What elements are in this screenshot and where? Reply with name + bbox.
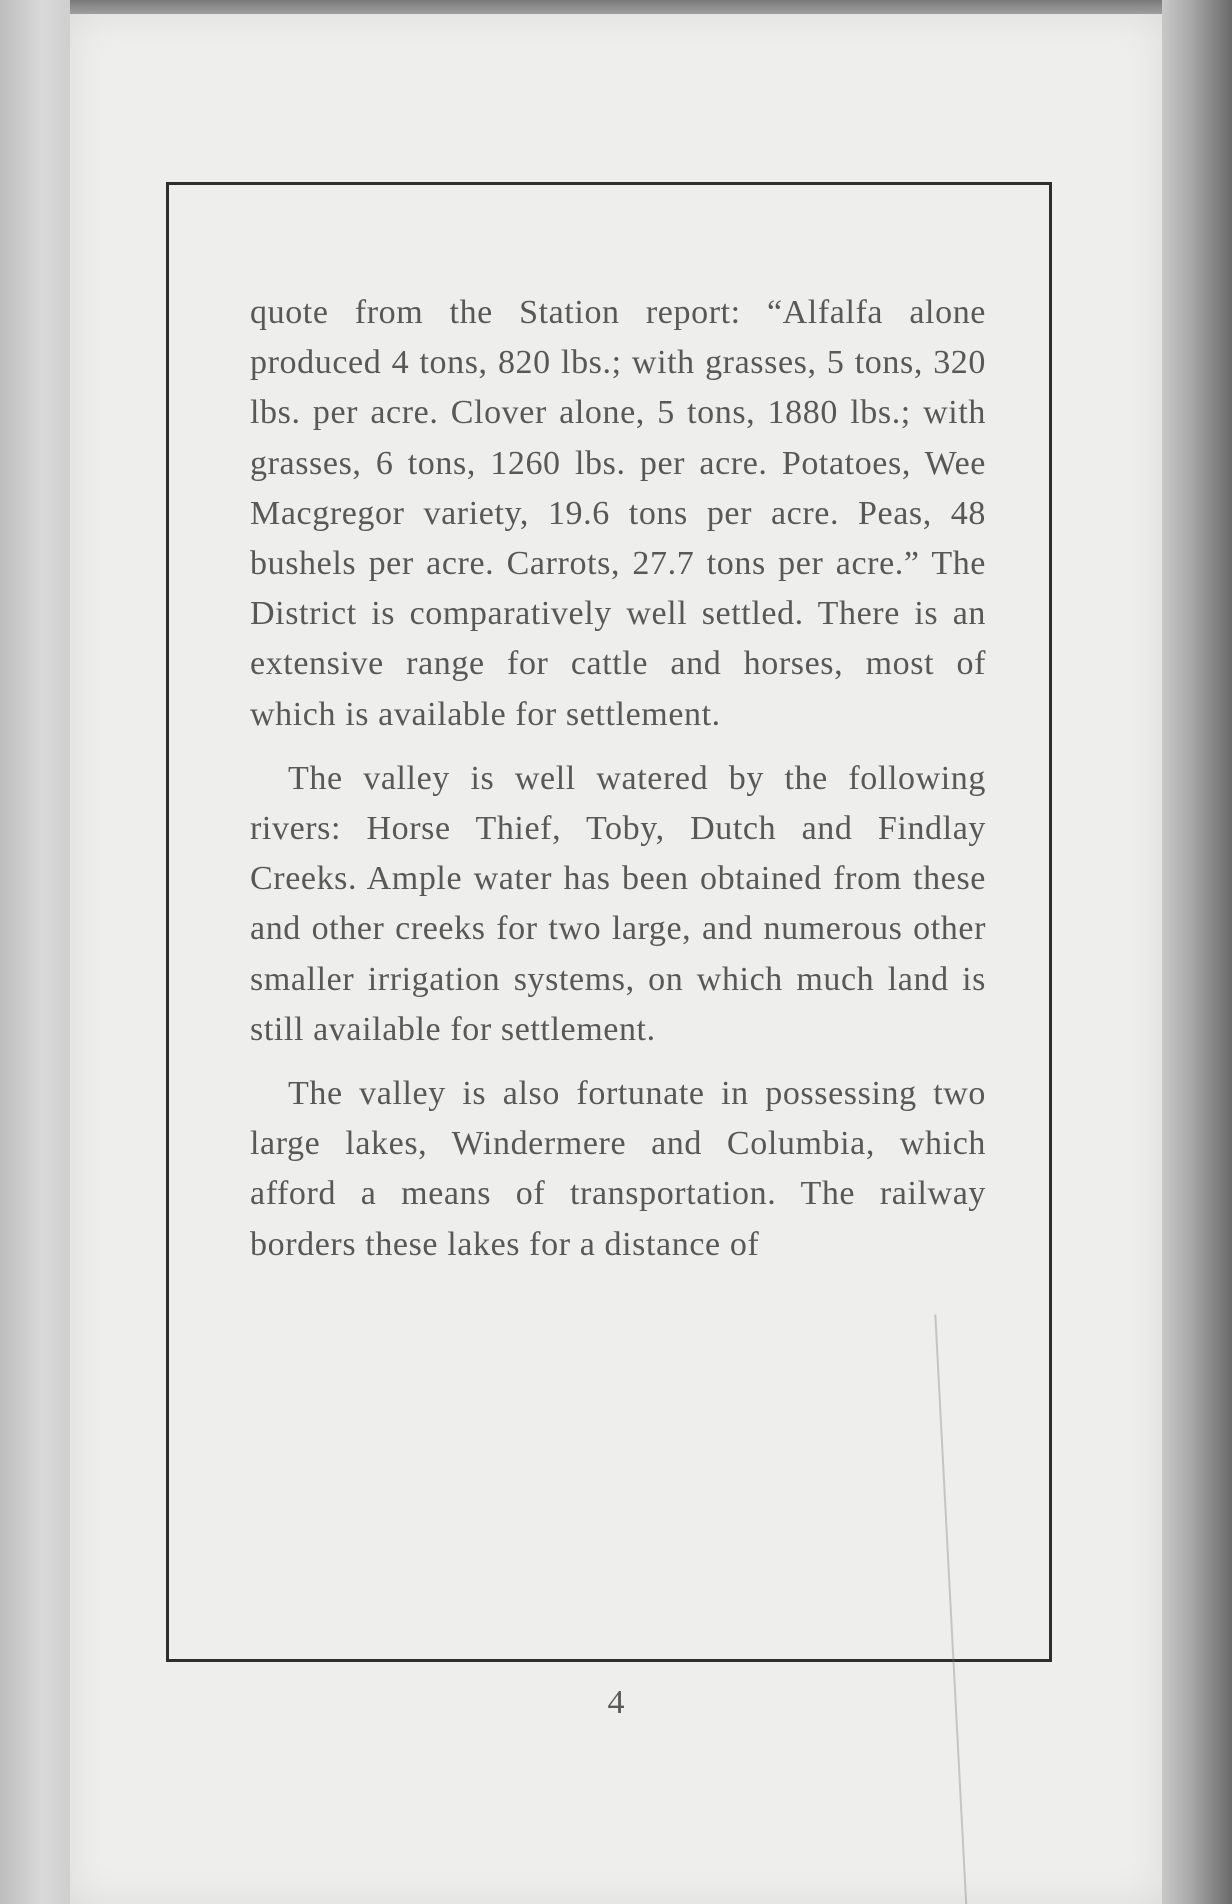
- body-text: [250, 288, 986, 1284]
- paragraph-2: The valley is well watered by the following rivers: Horse Thief, Toby, Dutch and Findlay Creeks. Ample water has been obtained from these and other creeks for two large, and numerous other smaller irrigation systems, on which much land is still available for settlement.: [250, 759, 986, 1048]
- right-paper-edge: [1162, 0, 1232, 1904]
- page-number: 4: [607, 1684, 625, 1721]
- left-paper-edge: [0, 0, 70, 1904]
- document-page: [70, 14, 1162, 1904]
- paragraph-3: The valley is also fortunate in possessing two large lakes, Windermere and Columbia, which afford a means of transportation. The railway borders these lakes for a distance of: [250, 1075, 986, 1263]
- paragraph-1: quote from the Station report: “Alfalfa alone produced 4 tons, 820 lbs.; with grasses, 5 tons, 320 lbs. per acre. Clover alone, 5 tons, 1880 lbs.; with grasses, 6 tons, 1260 lbs. per acre. Potatoes, Wee Macgregor variety, 19.6 tons per acre. Peas, 48 bushels per acre. Carrots, 27.7 tons per acre.” The District is comparatively well settled. There is an extensive range for cattle and horses, most of which is available for settlement.: [250, 294, 986, 733]
